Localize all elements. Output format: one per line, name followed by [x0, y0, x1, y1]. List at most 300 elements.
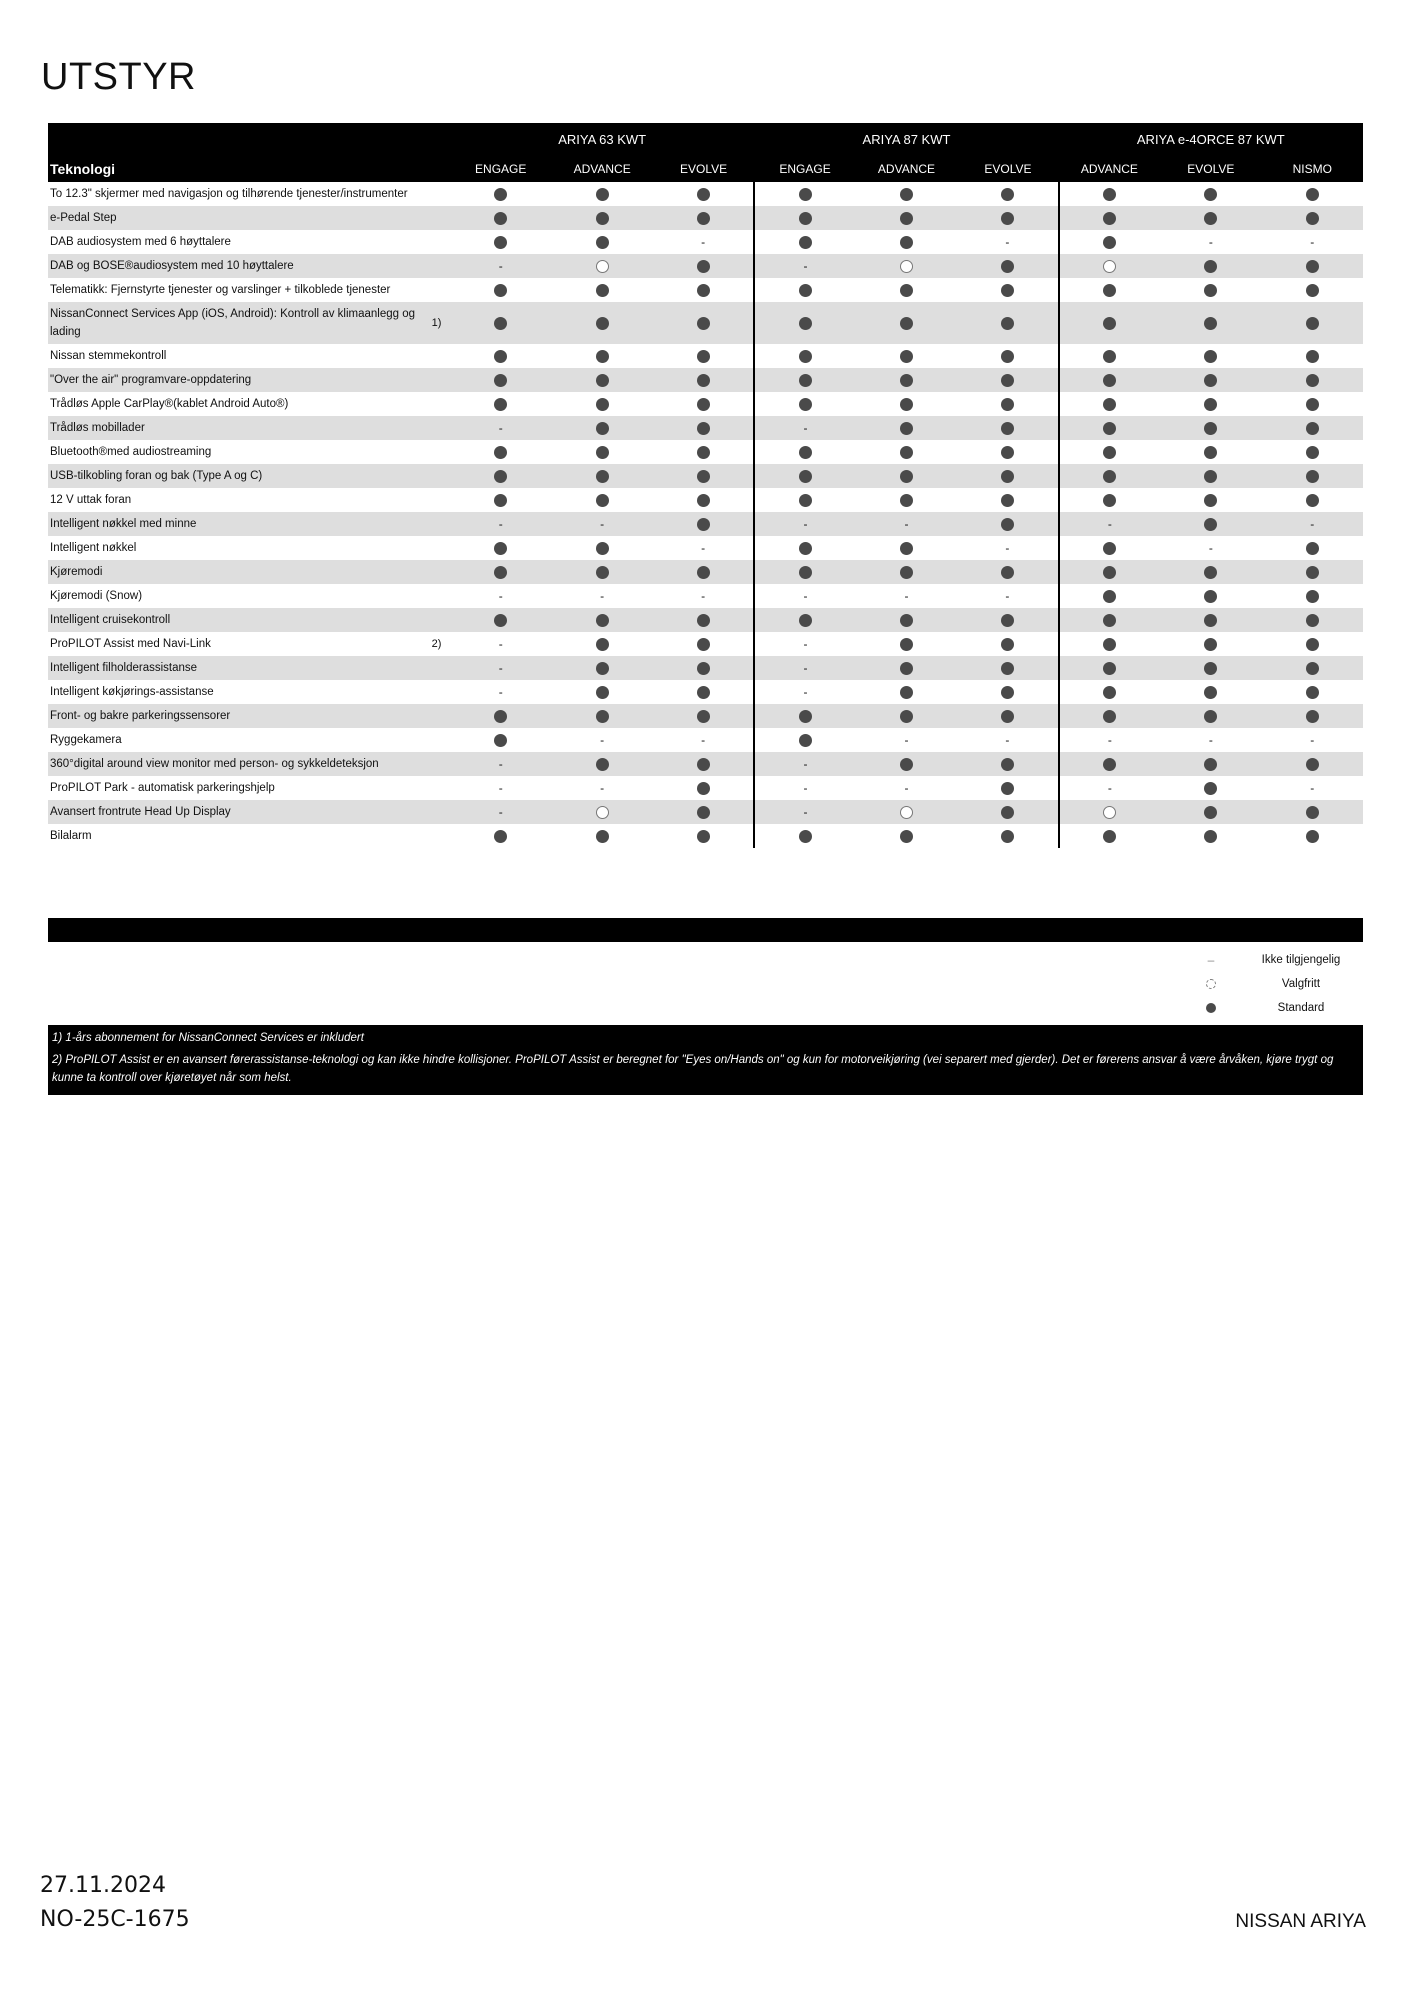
standard-dot-icon — [1001, 566, 1014, 579]
availability-cell — [856, 608, 957, 632]
availability-cell — [551, 302, 652, 344]
footnote-ref — [423, 536, 450, 560]
not-available-dash-icon: - — [498, 684, 503, 699]
optional-dot-icon — [1185, 978, 1237, 990]
standard-dot-icon — [1103, 566, 1116, 579]
standard-dot-icon — [494, 710, 507, 723]
availability-cell — [1262, 182, 1363, 206]
standard-dot-icon — [1204, 398, 1217, 411]
standard-dot-icon — [799, 374, 812, 387]
standard-dot-icon — [1204, 317, 1217, 330]
standard-dot-icon — [1001, 662, 1014, 675]
feature-row — [48, 344, 1363, 368]
availability-cell — [957, 728, 1058, 752]
standard-dot-icon — [596, 638, 609, 651]
standard-dot-icon — [1306, 758, 1319, 771]
standard-dot-icon — [799, 470, 812, 483]
availability-cell — [856, 416, 957, 440]
footnote-ref — [423, 800, 450, 824]
availability-cell — [856, 440, 957, 464]
availability-cell — [450, 440, 551, 464]
standard-dot-icon — [799, 317, 812, 330]
availability-cell — [1059, 254, 1160, 278]
not-available-dash-icon: - — [498, 804, 503, 819]
standard-dot-icon — [697, 470, 710, 483]
feature-label: Kjøremodi — [48, 560, 423, 584]
availability-cell — [551, 776, 652, 800]
standard-dot-icon — [1001, 398, 1014, 411]
availability-cell — [450, 344, 551, 368]
availability-cell — [1262, 512, 1363, 536]
standard-dot-icon — [900, 614, 913, 627]
standard-dot-icon — [1103, 686, 1116, 699]
standard-dot-icon — [900, 542, 913, 555]
standard-dot-icon — [900, 284, 913, 297]
availability-cell — [551, 182, 652, 206]
standard-dot-icon — [900, 446, 913, 459]
standard-dot-icon — [900, 566, 913, 579]
availability-cell — [653, 560, 754, 584]
standard-dot-icon — [900, 350, 913, 363]
standard-dot-icon — [799, 734, 812, 747]
feature-label: USB-tilkobling foran og bak (Type A og C) — [48, 464, 423, 488]
standard-dot-icon — [697, 686, 710, 699]
footnote-ref: 1) — [423, 302, 450, 344]
standard-dot-icon — [697, 494, 710, 507]
standard-dot-icon — [799, 830, 812, 843]
standard-dot-icon — [1204, 686, 1217, 699]
availability-cell — [1262, 824, 1363, 848]
availability-cell — [856, 776, 957, 800]
availability-cell — [754, 206, 855, 230]
availability-cell — [1160, 800, 1261, 824]
feature-label: e-Pedal Step — [48, 206, 423, 230]
availability-cell — [957, 230, 1058, 254]
standard-dot-icon — [1306, 212, 1319, 225]
not-available-dash-icon: - — [803, 636, 808, 651]
standard-dot-icon — [1103, 188, 1116, 201]
availability-cell — [551, 512, 652, 536]
availability-cell — [1262, 752, 1363, 776]
standard-dot-icon — [697, 566, 710, 579]
standard-dot-icon — [799, 236, 812, 249]
availability-cell — [450, 368, 551, 392]
footnote-ref — [423, 206, 450, 230]
availability-cell — [653, 824, 754, 848]
feature-row — [48, 584, 1363, 608]
availability-cell — [450, 464, 551, 488]
standard-dot-icon — [1103, 236, 1116, 249]
availability-cell — [1262, 416, 1363, 440]
standard-dot-icon — [596, 212, 609, 225]
footnote-ref — [423, 464, 450, 488]
standard-dot-icon — [596, 350, 609, 363]
availability-cell — [856, 464, 957, 488]
standard-dot-icon — [1103, 317, 1116, 330]
standard-dot-icon — [1001, 614, 1014, 627]
legend-label: Valgfritt — [1281, 978, 1321, 990]
trim-header: EVOLVE — [1160, 155, 1261, 182]
availability-cell — [957, 392, 1058, 416]
standard-dot-icon — [1103, 212, 1116, 225]
footnote-ref — [423, 254, 450, 278]
standard-dot-icon — [1103, 830, 1116, 843]
standard-dot-icon — [697, 614, 710, 627]
availability-cell — [856, 512, 957, 536]
footnote-ref — [423, 416, 450, 440]
availability-cell — [1160, 608, 1261, 632]
footnote-ref — [423, 368, 450, 392]
standard-dot-icon — [697, 188, 710, 201]
footnote-ref — [423, 512, 450, 536]
not-available-dash-icon: - — [1310, 732, 1315, 747]
availability-cell — [551, 560, 652, 584]
availability-cell — [957, 302, 1058, 344]
standard-dot-icon — [799, 566, 812, 579]
feature-row — [48, 704, 1363, 728]
availability-cell — [856, 206, 957, 230]
standard-dot-icon — [1103, 374, 1116, 387]
standard-dot-icon — [494, 284, 507, 297]
standard-dot-icon — [900, 212, 913, 225]
not-available-dash-icon: - — [1107, 516, 1112, 531]
feature-row — [48, 464, 1363, 488]
availability-cell — [856, 752, 957, 776]
availability-cell — [653, 230, 754, 254]
trim-header: NISMO — [1262, 155, 1363, 182]
not-available-dash-icon: - — [803, 684, 808, 699]
footnote: 2) ProPILOT Assist er en avansert førerassistanse-teknologi og kan ikke hindre kollisjoner. ProPILOT Assist er beregnet for "Eyes on/Hands on" og kun for motorveikjøring (vei separert med gjerder). Det er førerens ansvar å være årvåken, kjøre trygt og kunne ta kontroll over kjøretøyet når som helst. — [52, 1054, 1334, 1084]
trim-header: ADVANCE — [551, 155, 652, 182]
standard-dot-icon — [1001, 830, 1014, 843]
availability-cell — [856, 824, 957, 848]
availability-cell — [551, 464, 652, 488]
dash-icon: – — [1207, 952, 1215, 967]
availability-cell — [653, 584, 754, 608]
standard-dot-icon — [1103, 542, 1116, 555]
standard-dot-icon — [697, 398, 710, 411]
standard-dot-icon — [596, 236, 609, 249]
standard-dot-icon — [900, 494, 913, 507]
standard-dot-icon — [596, 542, 609, 555]
footnote-ref — [423, 680, 450, 704]
availability-cell — [551, 416, 652, 440]
standard-dot-icon — [799, 494, 812, 507]
standard-dot-icon — [697, 374, 710, 387]
availability-cell — [450, 416, 551, 440]
footnotes-box — [48, 1025, 1363, 1095]
standard-dot-icon — [1204, 188, 1217, 201]
standard-dot-icon — [1001, 188, 1014, 201]
standard-dot-icon — [1306, 590, 1319, 603]
standard-dot-icon — [900, 422, 913, 435]
not-available-dash-icon: - — [904, 516, 909, 531]
feature-label: Intelligent køkjørings-assistanse — [50, 686, 214, 698]
availability-cell — [1160, 344, 1261, 368]
availability-cell — [957, 584, 1058, 608]
not-available-dash-icon: - — [498, 516, 503, 531]
feature-label: Bilalarm — [50, 830, 92, 842]
availability-cell — [551, 230, 652, 254]
availability-cell — [1059, 776, 1160, 800]
availability-cell — [856, 560, 957, 584]
footnote-ref — [423, 752, 450, 776]
table-footer-bar — [48, 918, 1363, 942]
feature-row — [48, 206, 1363, 230]
feature-label: Intelligent nøkkel — [50, 542, 137, 554]
standard-dot-icon — [596, 422, 609, 435]
standard-dot-icon — [1306, 188, 1319, 201]
standard-dot-icon — [697, 806, 710, 819]
standard-dot-icon — [1001, 470, 1014, 483]
standard-dot-icon — [596, 470, 609, 483]
feature-row — [48, 512, 1363, 536]
availability-cell — [957, 278, 1058, 302]
feature-label: Intelligent filholderassistanse — [48, 656, 423, 680]
availability-cell — [1160, 392, 1261, 416]
availability-cell — [653, 752, 754, 776]
availability-cell — [1160, 488, 1261, 512]
standard-dot-icon — [1103, 494, 1116, 507]
availability-cell — [450, 752, 551, 776]
availability-cell — [754, 584, 855, 608]
availability-cell — [450, 302, 551, 344]
not-available-dash-icon: - — [1107, 732, 1112, 747]
standard-dot-icon — [1103, 350, 1116, 363]
availability-cell — [450, 824, 551, 848]
standard-dot-icon — [900, 398, 913, 411]
standard-dot-icon — [1001, 284, 1014, 297]
availability-cell — [754, 278, 855, 302]
feature-row — [48, 488, 1363, 512]
standard-dot-icon — [494, 542, 507, 555]
availability-cell — [1262, 464, 1363, 488]
optional-dot-icon — [900, 260, 913, 273]
not-available-dash-icon: - — [600, 588, 605, 603]
availability-cell — [856, 182, 957, 206]
standard-dot-icon — [799, 710, 812, 723]
feature-label: 360°digital around view monitor med person- og sykkeldeteksjon — [48, 752, 423, 776]
availability-cell — [1059, 416, 1160, 440]
standard-dot-icon — [1001, 422, 1014, 435]
not-available-dash-icon: - — [1005, 234, 1010, 249]
document-code: NO-25C-1675 — [40, 1907, 190, 1932]
availability-cell — [1160, 728, 1261, 752]
standard-dot-icon — [1103, 398, 1116, 411]
standard-dot-icon — [1306, 446, 1319, 459]
standard-dot-icon — [799, 212, 812, 225]
feature-label: Trådløs mobillader — [48, 416, 423, 440]
standard-dot-icon — [1204, 212, 1217, 225]
standard-dot-icon — [1204, 614, 1217, 627]
not-available-dash-icon: - — [600, 780, 605, 795]
standard-dot-icon — [900, 662, 913, 675]
availability-cell — [754, 254, 855, 278]
availability-cell — [754, 230, 855, 254]
standard-dot-icon — [1204, 350, 1217, 363]
availability-cell — [856, 704, 957, 728]
not-available-dash-icon: - — [498, 756, 503, 771]
standard-dot-icon — [494, 350, 507, 363]
not-available-dash-icon: - — [1005, 540, 1010, 555]
document-date: 27.11.2024 — [40, 1873, 166, 1898]
not-available-dash-icon: - — [803, 420, 808, 435]
standard-dot-icon — [900, 317, 913, 330]
standard-dot-icon — [1306, 710, 1319, 723]
availability-cell — [957, 776, 1058, 800]
trim-header: ENGAGE — [754, 155, 855, 182]
model-group-header: ARIYA 87 KWT — [754, 123, 1058, 155]
footnote-ref — [423, 704, 450, 728]
not-available-dash-icon: - — [1310, 780, 1315, 795]
standard-dot-icon — [494, 188, 507, 201]
standard-dot-icon — [900, 638, 913, 651]
availability-cell — [551, 608, 652, 632]
availability-cell — [1059, 656, 1160, 680]
standard-dot-icon — [1306, 566, 1319, 579]
standard-dot-icon — [1204, 806, 1217, 819]
availability-cell — [856, 278, 957, 302]
standard-dot-icon — [900, 830, 913, 843]
footnote-ref — [423, 728, 450, 752]
availability-cell — [1059, 680, 1160, 704]
standard-dot-icon — [1001, 350, 1014, 363]
not-available-dash-icon: - — [1310, 234, 1315, 249]
feature-row — [48, 728, 1363, 752]
availability-cell — [1262, 776, 1363, 800]
availability-cell — [856, 344, 957, 368]
feature-label: Avansert frontrute Head Up Display — [48, 800, 423, 824]
feature-label: Intelligent nøkkel med minne — [48, 512, 423, 536]
standard-dot-icon — [697, 830, 710, 843]
standard-dot-icon — [1103, 284, 1116, 297]
availability-cell — [754, 344, 855, 368]
availability-cell — [754, 752, 855, 776]
availability-cell — [551, 704, 652, 728]
availability-cell — [1160, 584, 1261, 608]
availability-cell — [856, 230, 957, 254]
availability-cell — [957, 536, 1058, 560]
standard-dot-icon — [697, 317, 710, 330]
availability-cell — [754, 704, 855, 728]
availability-cell — [1160, 230, 1261, 254]
availability-cell — [551, 254, 652, 278]
standard-dot-icon — [697, 284, 710, 297]
standard-dot-icon — [900, 374, 913, 387]
feature-label: ProPILOT Park - automatisk parkeringshjelp — [50, 782, 275, 794]
availability-cell — [856, 584, 957, 608]
standard-dot-icon — [1204, 662, 1217, 675]
availability-cell — [1262, 392, 1363, 416]
availability-cell — [450, 728, 551, 752]
feature-row — [48, 416, 1363, 440]
availability-cell — [1059, 536, 1160, 560]
standard-dot-icon — [1001, 518, 1014, 531]
availability-cell — [653, 536, 754, 560]
availability-cell — [450, 584, 551, 608]
availability-cell — [754, 728, 855, 752]
feature-label: "Over the air" programvare-oppdatering — [48, 368, 423, 392]
not-available-dash-icon: - — [498, 780, 503, 795]
standard-dot-icon — [1306, 398, 1319, 411]
availability-cell — [1059, 182, 1160, 206]
availability-cell — [1160, 752, 1261, 776]
availability-cell — [856, 680, 957, 704]
availability-cell — [653, 632, 754, 656]
availability-cell — [1059, 824, 1160, 848]
availability-cell — [856, 656, 957, 680]
availability-cell — [957, 464, 1058, 488]
availability-cell — [450, 608, 551, 632]
standard-dot-icon — [1306, 284, 1319, 297]
standard-dot-icon — [1306, 317, 1319, 330]
standard-dot-icon — [596, 758, 609, 771]
standard-dot-icon — [697, 662, 710, 675]
standard-dot-icon — [596, 374, 609, 387]
standard-dot-icon — [1306, 614, 1319, 627]
availability-cell — [754, 800, 855, 824]
page-title: UTSTYR — [41, 56, 196, 98]
standard-dot-icon — [1001, 758, 1014, 771]
standard-dot-icon — [1204, 590, 1217, 603]
availability-cell — [653, 512, 754, 536]
availability-cell — [1059, 512, 1160, 536]
feature-row — [48, 182, 1363, 206]
standard-dot-icon — [1103, 710, 1116, 723]
standard-dot-icon — [1001, 317, 1014, 330]
not-available-dash-icon: - — [498, 258, 503, 273]
footnote-ref — [423, 278, 450, 302]
availability-cell — [754, 182, 855, 206]
standard-dot-icon — [1204, 638, 1217, 651]
availability-cell — [957, 800, 1058, 824]
availability-cell — [551, 656, 652, 680]
availability-cell — [1262, 608, 1363, 632]
feature-row — [48, 392, 1363, 416]
feature-label: DAB audiosystem med 6 høyttalere — [50, 236, 231, 248]
availability-cell — [551, 800, 652, 824]
availability-cell — [1160, 464, 1261, 488]
availability-cell — [450, 392, 551, 416]
availability-cell — [653, 392, 754, 416]
standard-dot-icon — [697, 212, 710, 225]
availability-cell — [754, 416, 855, 440]
standard-dot-icon — [799, 542, 812, 555]
footnote-ref — [423, 344, 450, 368]
availability-cell — [450, 182, 551, 206]
availability-cell — [1059, 584, 1160, 608]
standard-dot-icon — [1204, 518, 1217, 531]
availability-cell — [1262, 278, 1363, 302]
standard-dot-icon — [596, 188, 609, 201]
standard-dot-icon — [494, 212, 507, 225]
standard-dot-icon — [697, 782, 710, 795]
availability-cell — [1059, 728, 1160, 752]
standard-dot-icon — [1204, 422, 1217, 435]
trim-header: ADVANCE — [856, 155, 957, 182]
footnote-ref — [423, 440, 450, 464]
not-available-dash-icon: - — [904, 732, 909, 747]
equipment-table-body — [48, 182, 1363, 848]
standard-dot-icon — [596, 494, 609, 507]
availability-cell — [957, 488, 1058, 512]
footnote-ref — [423, 392, 450, 416]
availability-cell — [1160, 206, 1261, 230]
availability-cell — [856, 536, 957, 560]
feature-label: ProPILOT Assist med Navi-Link — [50, 638, 211, 650]
availability-cell — [551, 368, 652, 392]
availability-cell — [551, 278, 652, 302]
